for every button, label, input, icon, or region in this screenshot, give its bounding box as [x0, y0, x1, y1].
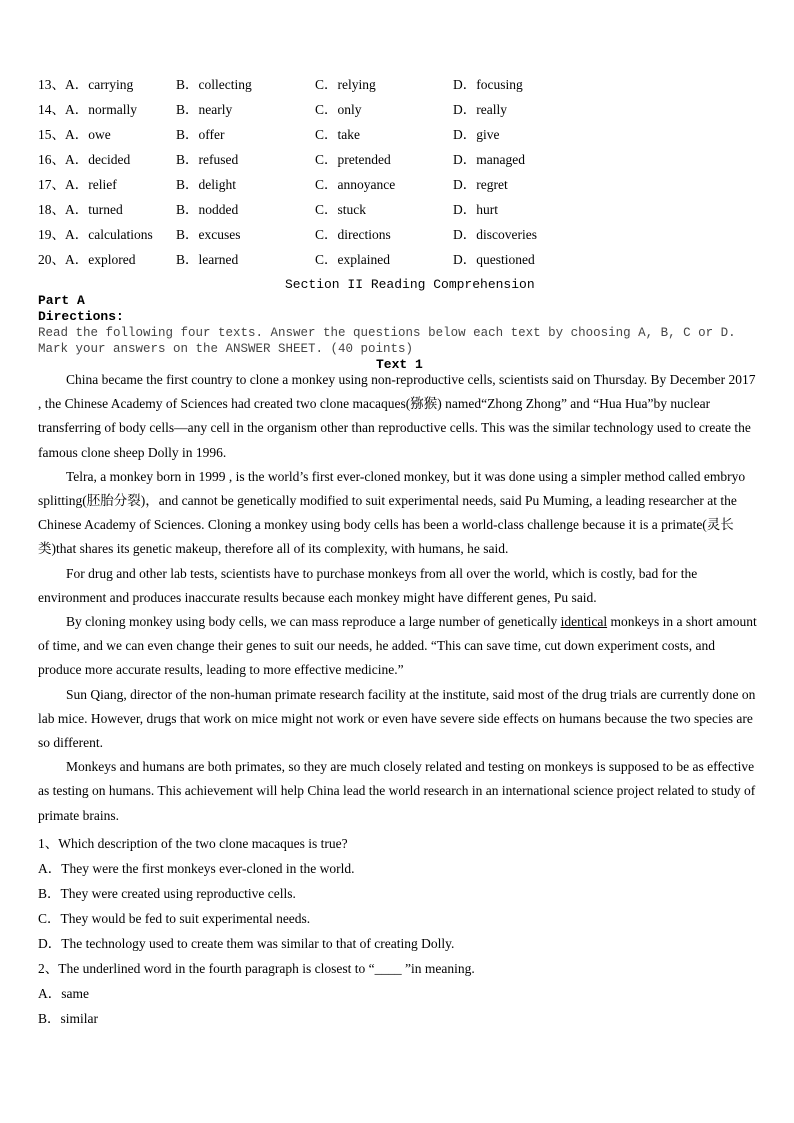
option-c: C．stuck — [315, 202, 367, 217]
question-stem: 2、The underlined word in the fourth paragraph is closest to “____ ”in meaning. — [38, 961, 475, 976]
option-b: B．collecting — [176, 77, 252, 92]
option-b: B．refused — [176, 152, 239, 167]
directions-label: Directions: — [38, 309, 124, 324]
option-c: C．annoyance — [315, 177, 396, 192]
option-a: 16、A．decided — [38, 152, 131, 167]
option-d: D．give — [453, 127, 500, 142]
option-d: D．regret — [453, 177, 508, 192]
option-c: C．relying — [315, 77, 376, 92]
directions-text: Read the following four texts. Answer the questions below each text by choosing A, B, C or D. Mark your answers on the ANSWER SHEET. (40 points) — [38, 326, 736, 356]
option-d: D．managed — [453, 152, 525, 167]
paragraph: China became the first country to clone a monkey using non-reproductive cells, scientists said on Thursday. By December 2017 , the Chinese Academy of Sciences had created two clone macaques(猕猴) named“Zhong Zhong” and “Hua Hua”by nuclear transferring of body cells—any cell in the organism other than reproductive cells. This was the similar technology used to create the famous clone sheep Dolly in 1996. — [38, 372, 756, 460]
option-c: C．directions — [315, 227, 391, 242]
option-d: D．hurt — [453, 202, 498, 217]
option-b: B．nodded — [176, 202, 239, 217]
paragraph: Monkeys and humans are both primates, so they are much closely related and testing on monkeys is supposed to be as effective as testing on humans. This achievement will help China lead the world research in an international science project related to study of primate brains. — [38, 759, 756, 823]
underlined-word: identical — [560, 614, 608, 630]
paragraph: Telra, a monkey born in 1999 , is the world’s first ever-cloned monkey, but it was done using a simpler method called embryo splitting(胚胎分裂)，and cannot be genetically modified to suit experimental needs, said Pu Muming, a leading researcher at the Chinese Academy of Sciences. Cloning a monkey using body cells has been a world-class challenge because it is a primate(灵长类)that shares its genetic makeup, therefore all of its complexity, with humans, he said. — [38, 468, 746, 557]
text-title: Text 1 — [376, 357, 423, 372]
question-choice: D．The technology used to create them was similar to that of creating Dolly. — [38, 936, 455, 951]
question-choice: B．They were created using reproductive cells. — [38, 886, 296, 901]
question-stem: 1、Which description of the two clone macaques is true? — [38, 836, 348, 851]
question-choice: B．similar — [38, 1011, 98, 1026]
option-b: B．learned — [176, 252, 239, 267]
question-choice: C．They would be fed to suit experimental needs. — [38, 911, 311, 926]
option-a: 15、A．owe — [38, 127, 111, 142]
option-c: C．pretended — [315, 152, 391, 167]
option-d: D．really — [453, 102, 507, 117]
paragraph-text: By cloning monkey using body cells, we can mass reproduce a large number of genetically — [66, 614, 561, 630]
question-choice: A．same — [38, 986, 89, 1001]
option-a: 20、A．explored — [38, 252, 136, 267]
option-b: B．delight — [176, 177, 236, 192]
option-a: 18、A．turned — [38, 202, 123, 217]
section-title: Section II Reading Comprehension — [285, 277, 535, 292]
option-d: D．focusing — [453, 77, 523, 92]
option-a: 14、A．normally — [38, 102, 137, 117]
option-c: C．only — [315, 102, 362, 117]
part-heading: Part A — [38, 293, 85, 308]
option-d: D．questioned — [453, 252, 535, 267]
paragraph — [38, 610, 758, 683]
option-b: B．nearly — [176, 102, 233, 117]
option-b: B．excuses — [176, 227, 241, 242]
option-a: 17、A．relief — [38, 177, 117, 192]
option-c: C．take — [315, 127, 360, 142]
option-b: B．offer — [176, 127, 225, 142]
paragraph: For drug and other lab tests, scientists have to purchase monkeys from all over the world, which is costly, bad for the environment and produces inaccurate results because each monkey might have different genes, Pu said. — [38, 565, 698, 605]
paragraph: Sun Qiang, director of the non-human primate research facility at the institute, said most of the drug trials are currently done on lab mice. However, drugs that work on mice might not work or even have severe side effects on humans because the two species are so different. — [38, 686, 756, 751]
question-choice: A．They were the first monkeys ever-cloned in the world. — [38, 861, 355, 876]
reading-passage — [38, 368, 758, 828]
option-a: 13、A．carrying — [38, 77, 134, 92]
paragraph-text: monkeys in a short amount of time, and we can even change their genes to suit our needs, he added. “This can save time, cut down experiment costs, and produce more accurate results, leading to more effective medicine.” — [38, 614, 757, 678]
option-a: 19、A．calculations — [38, 227, 153, 242]
option-d: D．discoveries — [453, 227, 537, 242]
option-c: C．explained — [315, 252, 390, 267]
